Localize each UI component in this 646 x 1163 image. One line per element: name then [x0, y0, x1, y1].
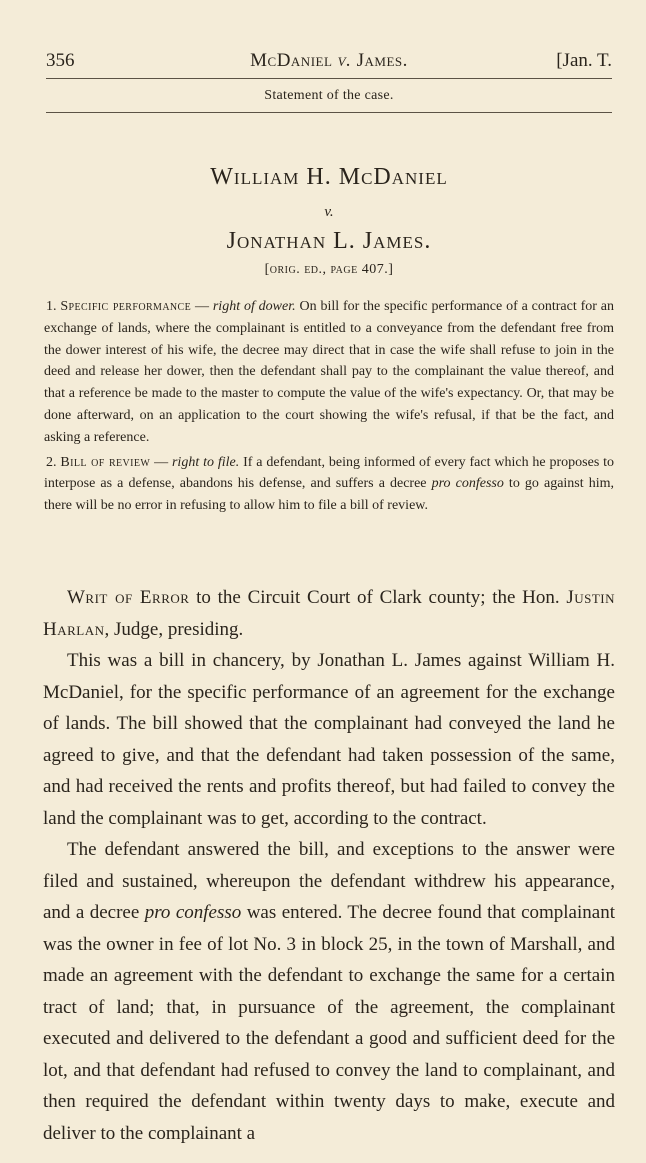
headnotes [44, 296, 614, 520]
writ-text: to the Circuit Court of Clark county; the Hon. [189, 587, 567, 608]
original-edition-reference: [orig. ed., page 407.] [264, 262, 394, 277]
headnote-dash: — [191, 299, 213, 314]
plaintiff-in-error: William H. McDaniel [210, 164, 448, 190]
headnote-text-end: to go against him, there will be no error in refusing to allow him to file a bill of review. [44, 476, 614, 514]
headnote-1 [44, 296, 614, 449]
running-title-right: James. [356, 50, 408, 71]
paragraph-text: The defendant answered the bill, and exceptions to the answer were filed and sustained, whereupon the defendant withdrew his appearance, and a decree [43, 839, 615, 923]
body-paragraph-answer [43, 834, 615, 1149]
headnote-text: If a defendant, being informed of every fact which he proposes to interpose as a defense, abandons his defense, and suffers a decree [44, 454, 615, 492]
page-number: 356 [46, 50, 75, 71]
latin-phrase: pro confesso [144, 902, 242, 923]
headnote-topic: Specific performance [60, 299, 192, 314]
running-title-left: McDaniel [250, 50, 333, 71]
headnote-text: On bill for the specific performance of a contract for an exchange of lands, where the complainant is entitled to a conveyance from the defendant free from the dower interest of his wife, the decree may direct that in case the wife shall refuse to join in the deed and release her dower, then the defendant shall pay to the complainant the value thereof, and that a reference be made to the master to compute the value of the wife's expectancy. Or, that may be done afterward, on an application to the court showing the wife's refusal, if that be the fact, and asking a reference. [44, 299, 614, 445]
header-rule-bottom [46, 112, 612, 113]
writ-paragraph [43, 582, 615, 645]
headnote-2 [44, 452, 614, 517]
statement-of-case: Statement of the case. [264, 88, 394, 103]
paragraph-text-end: was entered. The decree found that complainant was the owner in fee of lot No. 3 in block 25, in the town of Marshall, and made an agreement with the defendant to exchange the same for a certain tract of land; that, in pursuance of the agreement, the complainant executed and delivered to the defendant a good and sufficient deed for the lot, and that defendant had refused to convey the land to complainant, and then required the defendant within twenty days to make, execute and deliver to the complainant a [43, 902, 615, 1144]
judge-name: Justin Harlan [43, 587, 615, 640]
defendant-in-error: Jonathan L. James. [226, 228, 432, 254]
body-text [43, 582, 615, 1149]
header-rule-top [46, 78, 612, 79]
versus: v. [324, 204, 334, 220]
headnote-number: 1. [46, 299, 57, 314]
term-label: [Jan. T. [556, 50, 612, 71]
running-title-vs: v. [337, 50, 352, 71]
running-title [46, 50, 612, 72]
body-paragraph-bill: This was a bill in chancery, by Jonathan L. James against William H. McDaniel, for the specific performance of an agreement for the exchange of lands. The bill showed that the complainant had conveyed the land he agreed to give, and that the defendant had taken possession of the same, and had received the rents and profits thereof, but had failed to convey the land the complainant was to get, according to the contract. [43, 650, 615, 829]
writ-label: Writ of Error [67, 587, 190, 608]
headnote-dash: — [150, 454, 172, 470]
headnote-topic: Bill of review [60, 454, 151, 470]
writ-end: , Judge, presiding. [104, 618, 244, 640]
running-head [46, 50, 612, 76]
headnote-subtopic: right to file. [171, 454, 240, 470]
latin-phrase: pro confesso [431, 476, 504, 492]
headnote-number: 2. [46, 454, 57, 470]
headnote-subtopic: right of dower. [212, 299, 296, 314]
